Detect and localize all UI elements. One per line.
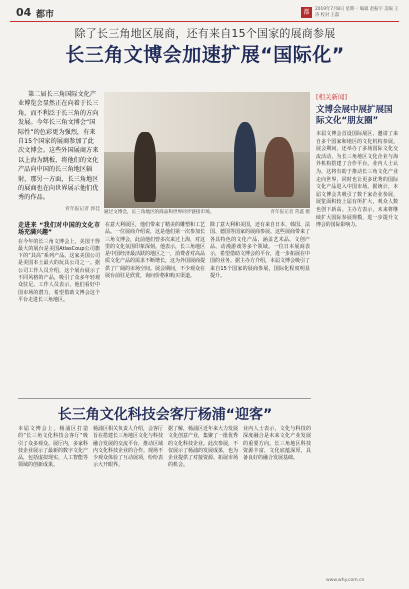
lead-byline: 青年报记者 郭佳 (64, 206, 100, 212)
lead-paragraph (18, 90, 100, 214)
second-article-column-1: 本届文博会上，杨浦区打造的“长三角文化科技会客厅”吸引了众多观众。展厅内，多家科技企业展示了最新的数字文化产品，包括虚拟现实、人工智能等领域的创新成果。 (18, 426, 89, 469)
photo-visitor (234, 122, 256, 192)
paper-logo: 都 (301, 7, 312, 18)
article-column-1 (18, 222, 100, 304)
exhibition-photo (104, 92, 310, 208)
article-column-3 (210, 222, 310, 280)
column-text: 在意大利展区，他们带来了精美的雕塑和工艺品。一位展商介绍说，这是他们第一次参加长三角文博会，此前他们曾多次来过上海，对这里的文化氛围印象深刻。他表示，长三角地区是中国经济最活跃的地区之一，消费者对高品质文化产品的需求不断增长，这为外国展商提供了广阔的市场空间。展会期间，不少观众在展台前驻足欣赏，询问价格和购买渠道。 (105, 222, 206, 280)
article-column-2 (105, 222, 205, 280)
section-name: 都市 (36, 10, 55, 20)
second-article-column-3: 据了解，杨浦区近年来大力发展文化创意产业，集聚了一批优秀的文化科技企业。此次参展，不仅展示了杨浦的发展成果，也为企业提供了对接资源、拓展市场的机会。 (168, 426, 239, 469)
column-subhead: 走进来 “我们对中国的文化市场充满兴趣” (18, 222, 100, 237)
photo-caption (104, 209, 310, 215)
caption-text: 通过文博会，长三角地区的商品和世界同步链接市场。 (104, 210, 215, 215)
dateline: 2019年7月8日 星期一 编辑 赵振宇 美编 王涛 校对 王磊 (315, 7, 399, 18)
photo-visitor (264, 137, 294, 197)
photo-sculpture (134, 132, 156, 202)
header-rule (10, 21, 399, 22)
second-article-column-4: 业内人士表示，文化与科技的深度融合是未来文化产业发展的重要方向。长三角地区科技资源丰富，文化底蕴深厚，具备良好的融合发展基础。 (243, 426, 311, 462)
column-text: 除了意大利和美国，还有来自日本、韩国、法国、德国等国家的展商参展。这些展商带来了各具特色的文化产品，涵盖艺术品、文创产品、动漫游戏等多个领域。一位日本展商表示，希望借助文博会的平台，进一步拓展在中国的业务。据主办方介绍，本届文博会吸引了来自15个国家的展商参展，国际化程度明显提升。 (210, 222, 311, 280)
lead-text: 第二届长三角国际文化产业博览会显然正在向着于长三角，而不利泛于长三角的方向发展。今年长三角文博会“国际性”的色彩更为强烈，有来自15个国家的展商参加了此次文博会。这些外国展商方来以上海为跳板，将他们的文化产品向中国的长三角地区辐射，那另一方面，长三角地区的展商也在向世界展示他们优秀的作品。 (18, 91, 99, 202)
section-divider (18, 398, 311, 399)
footer-site: www.why.com.cn (326, 578, 365, 583)
related-news-sidebar (316, 92, 398, 230)
photo-credit: 青年报记者 常鑫 摄 (270, 210, 310, 215)
column-text: 在今年的长三角文博会上，美国干得最大的展台是美国AtlasCoup公司旗下的“其高”系列产品。这家美国公司是美国本土最大的玩具公司之一。据公司工作人员介绍，这个展台展示了不同风格的产品，吸引了众多年轻观众驻足。工作人员表示，他们看好中国市场的潜力，希望借助文博会这个平台走进长三角地区。 (18, 238, 100, 303)
page-number: 04 (16, 6, 32, 19)
sidebar-text: 本届文博会首设国际展区，邀请了来自多个国家和地区的文化机构参展。展会期间，还举办了多场国际文化交流活动，为长三角地区文化企业与海外机构搭建了合作平台。业内人士认为，这将有助于推动长三角文化产业走向世界，同时也让更多优秀的国际文化产品进入中国市场。据统计，本届文博会共吸引了数千家企业参展，展览面积较上届有所扩大，观众人数也创下新高。主办方表示，未来将继续扩大国际参展规模，进一步提升文博会的国际影响力。 (316, 131, 398, 229)
page-header (10, 6, 399, 20)
second-article-column-2: 杨浦区相关负责人介绍，会客厅旨在搭建长三角地区文化与科技融合发展的交流平台，推动区域内文化科技企业的合作。现场不少观众体验了互动展项，纷纷表示大开眼界。 (93, 426, 164, 469)
subheadline: 除了长三角地区展商，还有来自15个国家的展商参展 (74, 27, 336, 40)
second-headline: 长三角文化科技会客厅杨浦“迎客” (57, 407, 273, 423)
sidebar-headline: 文博会展中展扩展国际文化“朋友圈” (316, 105, 393, 126)
related-tag: [相关新闻] (316, 93, 348, 101)
main-headline: 长三角文博会加速扩展“国际化” (65, 44, 345, 66)
